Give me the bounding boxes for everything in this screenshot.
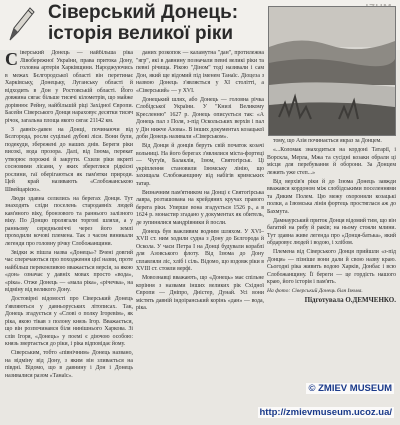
museum-url-watermark[interactable]: http://zmievmuseum.ucoz.ua/ [259,407,392,418]
paragraph [5,50,133,125]
paragraph: Племена від Сіверського Донця прийшли «з-під Донця» — пізніше вони дали й свою назву краю. Сьогодні ріка живить водою Харків, Донбас і всю Слобожанщину. Її береги — це гордість нашого краю, його історія і пам'ять. [267,249,396,285]
pencil-icon [4,4,36,42]
paragraph: Донецький шлях, або Донець — головна річка Слобідської України. У "Книзі Великому Кресленню" 1627 р. Донець описується так: «А Донець пал з Поля, з-під Оскольських верхів і пал у Дін нижче Азова». В інших документах козацької доби Донець називали «Сіверськом». [136,96,264,140]
paragraph: Люди здавна селились на берегах Донця. Тут знаходять сліди поселень стародавніх людей кам'яного віку, бронзового та раннього залізного віку. По Донцю пролягали торгові шляхи, а у ранньому середньовіччі через його землі проходили кочові племена. Так з часом виникали легенди про головну річку Слобожанщини. [5,195,133,247]
paragraph: Дамнаурський приток Донця відомий тим, що він багатий на рибу й раків; на ньому стояли млини. Тут здавна живе легенда про «Донця-батька», який обдаровує людей і водою, і хлібом. [267,217,396,246]
paragraph: Достовірні відомості про Сіверський Донець з'являються у давньоруських літописах. Так, Донець згадується у «Слові о полку Ігоревім», як ріка, якою тікав з полону князь Ігор. Вважається, що він розпочинався біля нинішнього Харкова. Зі слів Ігоря, «Донець» у поемі є діючою особою: князь звертається до ріки, і ріка відповідає йому. [5,296,133,347]
paragraph: Звідки ж пішла назва «Донець»? Вчені довгий час сперечаються про походження цієї назви, проте найбільш переконливою вважається версія, за якою «дон» означає у давніх мовах просто «вода», «ріка». Отже Донець — «мала ріка», «річечка», на відміну від великого Дону. [5,249,133,293]
column-2 [136,50,264,422]
paragraph: Мовознавці вважають, що «Донець» має спільне коріння з назвами інших великих рік Східної Європи — Дніпро, Дністер, Дунай. Усі вони містять давній індоіранський корінь «дан» — вода, ріка. [136,275,264,311]
paragraph: тому, що Азія починається якраз за Донцем. [273,138,382,144]
museum-watermark: © ZMIEV MUSEUM [308,383,392,394]
photo-caption: На фото: Сіверський Донець біля Ізюма. [267,288,363,294]
river-landscape-image [269,7,395,135]
column-3 [267,138,396,422]
paragraph: З давніх-давен на Донці, починаючи від Бєлгорода, росли суцільні дубові ліси. Вони були, подекуди, збережені до наших днів. Береги ріки високі, вода прозора. Далі, від Ізюма, перекат утворює порожні й закрути. Схили ріки вкриті сосновими лісами, у яких збереглися рідкісні рослини, гаї оберігаються як пам'ятки природи. Цей край називають «Слобожанською Швейцарією». [5,126,133,193]
title-line-1: Сіверський Донець: [48,2,239,23]
paragraph-text: іверський Донець — найбільша ріка Лівобережної України, права притока Дону, головна артерія Харківщини. Народжуючись в межах Бєлгородської області він перетинає Харківську, Донецьку, Луганську області й відходить в Дон у Ростовській області. Його довжина сягає більше тисячі кілометрів, що майже дорівнює Рейну, найбільшій ріці Західної Європи. Басейн Сіверського Донця нараховує десятки тисяч річок, загальна площа якого сягає 21142 км. [5,50,133,124]
column-1 [5,50,133,422]
paragraph: Від Донця й донців беруть свій початок козачі вольниці. На його берегах з'являлися міста-фортеці — Чугуїв, Балаклія, Ізюм, Святогірськ. Ці укріплення становили Ізюмську лінію, що захищала Слобожанщину від набігів кримських татар. [136,143,264,187]
drop-cap: С [5,50,18,69]
paragraph: Визначним пам'ятником на Донці є Святогірська лавра, розташована на крейдяних кручах правого берега ріки. Уперше вона згадується 1526 р., а в 1624 р. монастир згадано у документах як обитель, де зупинялися мандрівники й посли. [136,189,264,226]
paragraph: Сіверським, тобто «північним» Донець названо, на відміну від Дону, з яким він зливається на півдні. Відомо, що в давнину і Дон і Донець називалися разом «Танаїс». [5,350,133,379]
title-line-2: історія великої ріки [48,23,234,44]
paragraph: «...Коломак знаходиться на кордоні Татарії, і Ворскла, Мерла, Мжа та сусідні козаки обрали ці місця для перебування й оборони. За Донцем лежить уже степ...» [267,147,396,176]
paragraph: даних розкопок — каламутна "дан", протилежна "ягр", які в давнину позначали певні великі ріки та певні річища. Рікою "Діном" тоді називали і сам Дон, який ще відомий під іменем Танаїс. Діоцеза з назвою Донець з'являється у XI столітті, а «Сіверський» — у XVI. [136,50,264,94]
paragraph: Донець був важливим водним шляхом. У XVI–XVII ст. ним ходили судна з Дону до Бєлгорода й Оскола. У часи Петра І на Донці будували кораблі для Азовського флоту. Від Ізюма до Дону сплавляли ліс, хліб і сіль. Відомо, що вздовж ріки в XVIII ст. стояли верфі. [136,228,264,272]
paragraph: Від верхів'я ріки й до Ізюма Донець завжди вважався кордоном між слобідськими поселеннями та Диким Полем. Цю межу охороняли козацькі полки, а Ізюмська лінія фортець простяглася аж до Бахмута. [267,178,396,215]
article-author: Підготувала О.ДЕМЧЕНКО. [304,295,396,304]
river-photo [268,6,396,136]
